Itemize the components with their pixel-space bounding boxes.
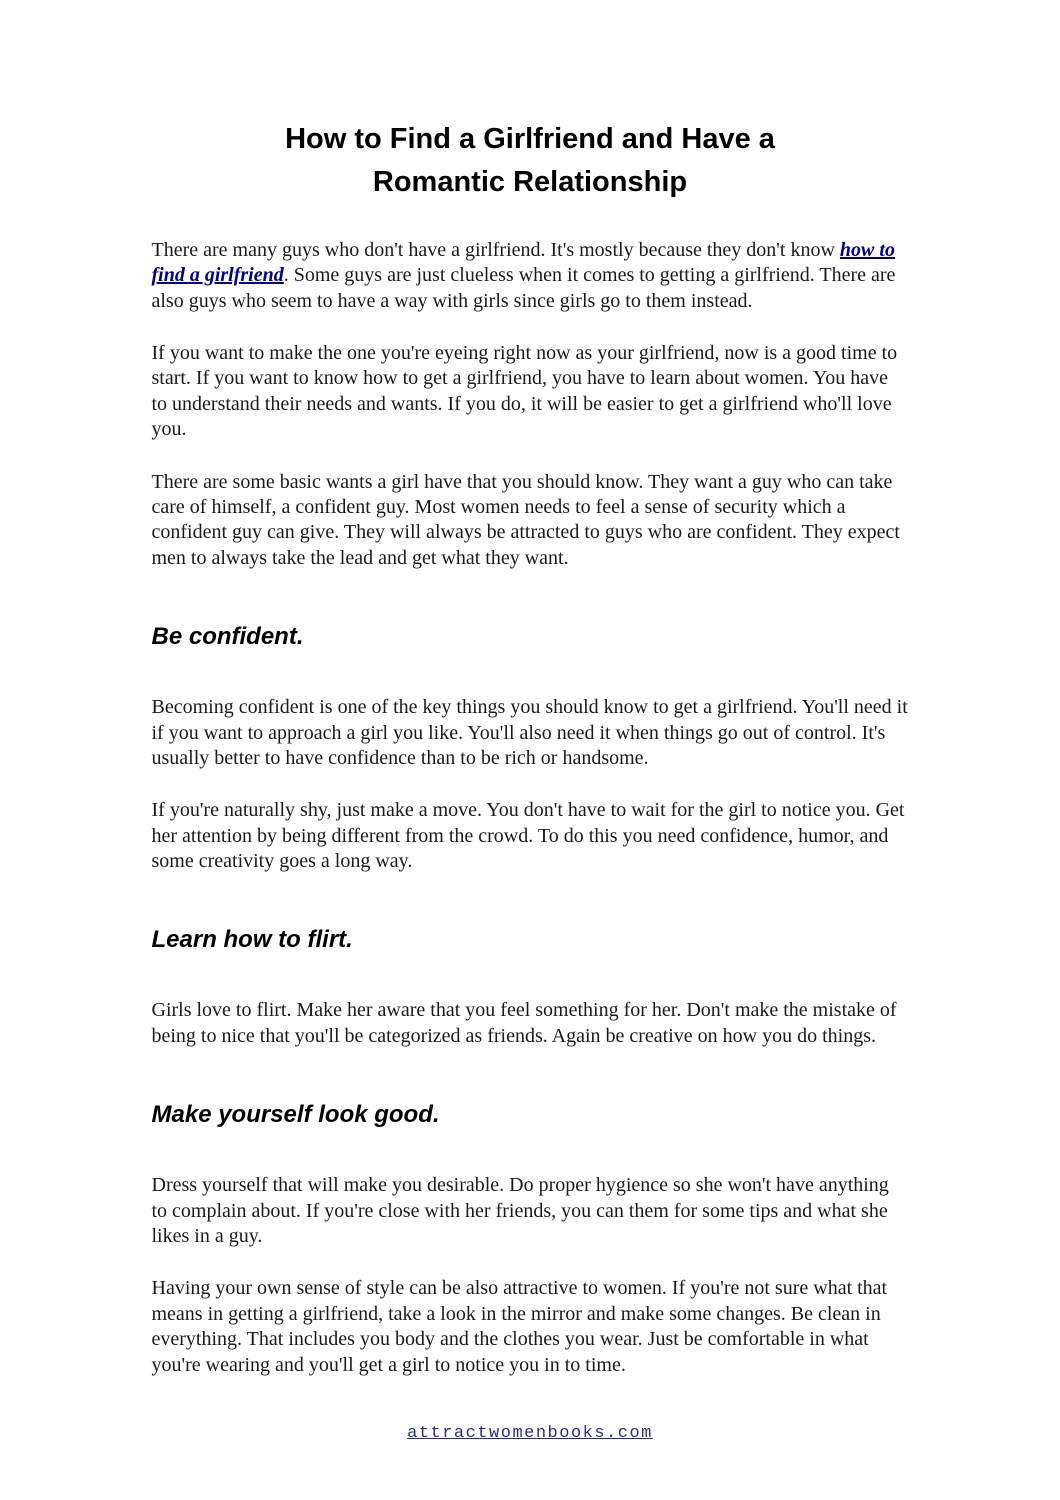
intro-paragraph-3: There are some basic wants a girl have that you should know. They want a guy who can take care of himself, a confident guy. Most women needs to feel a sense of security which a confident guy can give. They will always be attracted to guys who are confident. They expect men to always take the lead and get what they want. xyxy=(151,470,900,569)
section-heading-make-yourself-look-good: Make yourself look good. xyxy=(151,1101,440,1129)
page-title-line1: How to Find a Girlfriend and Have a xyxy=(285,123,775,155)
page-footer xyxy=(152,1424,909,1443)
footer-site-link[interactable]: attractwomenbooks.com xyxy=(407,1423,653,1443)
intro-paragraph-1-before-link: There are many guys who don't have a girlfriend. It's mostly because they don't know xyxy=(151,238,840,261)
document-content xyxy=(152,0,909,1443)
intro-paragraph-1 xyxy=(152,238,909,314)
section-look-good-paragraph-2: Having your own sense of style can be also attractive to women. If you're not sure what that means in getting a girlfriend, take a look in the mirror and make some changes. Be clean in everything. That includes you body and the clothes you wear. Just be comfortable in what you're wearing and you'll get a girl to notice you in to time. xyxy=(151,1277,888,1376)
page-title xyxy=(152,118,909,204)
section-learn-to-flirt-paragraph-1: Girls love to flirt. Make her aware that you feel something for her. Don't make the mistake of being to nice that you'll be categorized as friends. Again be creative on how you do things. xyxy=(151,999,897,1047)
how-to-find-a-girlfriend-link[interactable]: how to find a girlfriend xyxy=(151,238,895,287)
intro-paragraph-1-after-link: . Some guys are just clueless when it comes to getting a girlfriend. There are also guys who seem to have a way with girls since girls go to them instead. xyxy=(151,264,896,312)
intro-paragraph-2: If you want to make the one you're eyeing right now as your girlfriend, now is a good time to start. If you want to know how to get a girlfriend, you have to learn about women. You have to understand their needs and wants. If you do, it will be easier to get a girlfriend who'll love you. xyxy=(151,341,898,441)
section-be-confident-paragraph-1: Becoming confident is one of the key things you should know to get a girlfriend. You'll need it if you want to approach a girl you like. You'll also need it when things go out of control. It's usually better to have confidence than to be rich or handsome. xyxy=(151,696,908,769)
section-look-good-paragraph-1: Dress yourself that will make you desirable. Do proper hygience so she won't have anything to complain about. If you're close with her friends, you can them for some tips and what she likes in a guy. xyxy=(151,1174,889,1248)
section-heading-be-confident: Be confident. xyxy=(151,623,304,651)
page-title-line2: Romantic Relationship xyxy=(372,165,688,198)
section-heading-learn-how-to-flirt: Learn how to flirt. xyxy=(151,926,353,954)
section-be-confident-paragraph-2: If you're naturally shy, just make a move. You don't have to wait for the girl to notice you. Get her attention by being different from the crowd. To do this you need confidence, humor, and some creativity goes a long way. xyxy=(151,799,905,873)
